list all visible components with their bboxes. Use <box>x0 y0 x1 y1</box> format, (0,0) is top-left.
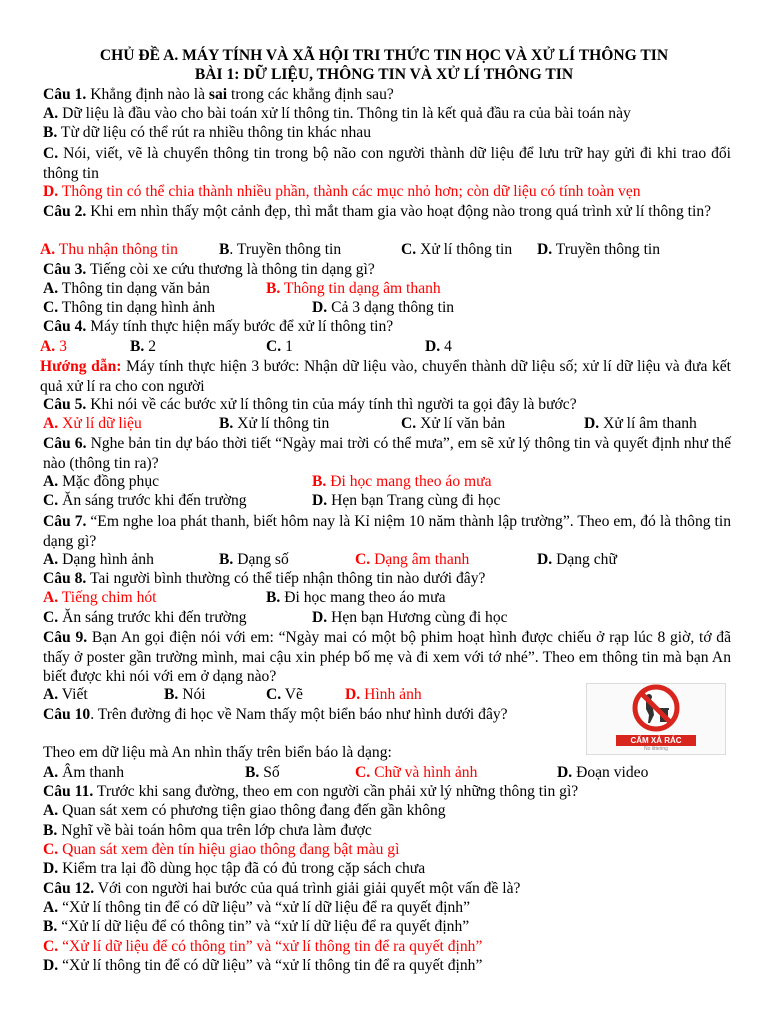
q1-option-d-answer: D. Thông tin có thể chia thành nhiều phần, thành các mục nhỏ hơn; còn dữ liệu có tính toàn vẹn <box>43 183 641 200</box>
q3-option-a: A. Thông tin dạng văn bản <box>43 280 210 297</box>
q7-option-c-answer: C. Dạng âm thanh <box>355 551 470 568</box>
no-littering-sign <box>586 683 726 755</box>
q12-option-a: A. “Xử lí thông tin để có dữ liệu” và “xử lí dữ liệu để ra quyết định” <box>43 899 471 916</box>
q6-option-d: D. Hẹn bạn Trang cùng đi học <box>312 492 501 509</box>
question-11: Câu 11. Trước khi sang đường, theo em con người cần phải xử lý những thông tin gì? <box>43 783 579 800</box>
question-7: Câu 7. “Em nghe loa phát thanh, biết hôm nay là Kỉ niệm 10 năm thành lập trường”. Theo em, đó là thông tin dạng gì? <box>43 513 731 550</box>
q4-option-a-answer: A. 3 <box>40 338 67 355</box>
chapter-title: CHỦ ĐỀ A. MÁY TÍNH VÀ XÃ HỘI TRI THỨC TIN HỌC VÀ XỬ LÍ THÔNG TIN <box>99 47 669 64</box>
question-6: Câu 6. Nghe bản tin dự báo thời tiết “Ngày mai trời có thể mưa”, em sẽ xử lý thông tin và quyết định như thế nào (thông tin ra)? <box>43 435 732 472</box>
question-10: Câu 10. Trên đường đi học về Nam thấy một biển báo như hình dưới đây? <box>43 706 508 723</box>
sign-text: CẤM XẢ RÁC <box>630 736 682 745</box>
q8-option-a-answer: A. Tiếng chim hót <box>43 589 157 606</box>
question-4: Câu 4. Máy tính thực hiện mấy bước để xử lí thông tin? <box>43 318 394 335</box>
q2-option-a-answer: A. Thu nhận thông tin <box>40 241 178 258</box>
q10-option-b: B. Số <box>245 764 280 781</box>
q10-option-a: A. Âm thanh <box>43 764 125 781</box>
q12-option-c-answer: C. “Xử lí dữ liệu để có thông tin” và “xử lí thông tin để ra quyết định” <box>43 938 483 955</box>
question-5: Câu 5. Khi nói về các bước xử lí thông tin của máy tính thì người ta gọi đây là bước? <box>43 396 577 413</box>
q9-option-b: B. Nói <box>164 686 206 703</box>
q5-option-d: D. Xử lí âm thanh <box>584 415 697 432</box>
q4-option-b: B. 2 <box>130 338 157 355</box>
question-12: Câu 12. Với con người hai bước của quá trình giải giải quyết một vấn đề là? <box>43 880 521 897</box>
q5-option-b: B. Xử lí thông tin <box>219 415 330 432</box>
q6-option-c: C. Ăn sáng trước khi đến trường <box>43 492 247 509</box>
q5-option-a-answer: A. Xử lí dữ liệu <box>43 415 142 432</box>
question-9: Câu 9. Bạn An gọi điện nói với em: “Ngày mai có một bộ phim hoạt hình được chiếu ở rạp lúc 8 giờ, tớ đã thấy ở poster gần trường mình, mai cậu xin phép bố mẹ và đi xem với tớ nhé”. Theo em thông tin mà bạn An biết được khi nói với em ở dạng nào? <box>43 629 731 685</box>
question-8: Câu 8. Tai người bình thường có thể tiếp nhận thông tin nào dưới đây? <box>43 570 486 587</box>
q9-option-c: C. Vẽ <box>266 686 303 703</box>
q7-option-a: A. Dạng hình ảnh <box>43 551 154 568</box>
q10-option-d: D. Đoạn video <box>557 764 649 781</box>
q7-option-b: B. Dạng số <box>219 551 289 568</box>
q3-option-c: C. Thông tin dạng hình ảnh <box>43 299 216 316</box>
q3-option-d: D. Cả 3 dạng thông tin <box>312 299 455 316</box>
question-1: Câu 1. Khẳng định nào là sai trong các khẳng định sau? <box>43 86 394 103</box>
q2-option-b: B. Truyền thông tin <box>219 241 342 258</box>
q8-option-d: D. Hẹn bạn Hương cùng đi học <box>312 609 508 626</box>
q6-option-a: A. Mặc đồng phục <box>43 473 160 490</box>
q2-option-d: D. Truyền thông tin <box>537 241 661 258</box>
q9-option-a: A. Viết <box>43 686 88 703</box>
q8-option-c: C. Ăn sáng trước khi đến trường <box>43 609 247 626</box>
q1-option-c: C. Nói, viết, vẽ là chuyển thông tin trong bộ não con người thành dữ liệu để lưu trữ hay gửi đi khi trao đổi thông tin <box>43 145 731 182</box>
q10-prompt: Theo em dữ liệu mà An nhìn thấy trên biển báo là dạng: <box>43 744 392 761</box>
question-3: Câu 3. Tiếng còi xe cứu thương là thông tin dạng gì? <box>43 261 375 278</box>
q9-option-d-answer: D. Hình ảnh <box>345 686 422 703</box>
q10-option-c-answer: C. Chữ và hình ảnh <box>355 764 478 781</box>
sign-subtext: No littering <box>644 746 668 752</box>
question-2: Câu 2. Khi em nhìn thấy một cảnh đẹp, thì mắt tham gia vào hoạt động nào trong quá trình xử lí thông tin? <box>43 203 712 220</box>
q4-option-c: C. 1 <box>266 338 293 355</box>
q4-guide: Hướng dẫn: Máy tính thực hiện 3 bước: Nhận dữ liệu vào, chuyển thành dữ liệu số; xử lí dữ liệu và đưa kết quả xử lí ra cho con người <box>40 358 732 395</box>
q12-option-d: D. “Xử lí thông tin để có dữ liệu” và “xử lí thông tin để ra quyết định” <box>43 957 483 974</box>
q1-option-b: B. Từ dữ liệu có thể rút ra nhiều thông tin khác nhau <box>43 124 371 141</box>
lesson-title: BÀI 1: DỮ LIỆU, THÔNG TIN VÀ XỬ LÍ THÔNG TIN <box>194 66 574 83</box>
q11-option-d: D. Kiểm tra lại đồ dùng học tập đã có đủ trong cặp sách chưa <box>43 860 426 877</box>
q4-option-d: D. 4 <box>425 338 452 355</box>
q1-option-a: A. Dữ liệu là đầu vào cho bài toán xử lí thông tin. Thông tin là kết quả đầu ra của bài toán này <box>43 105 631 122</box>
q8-option-b: B. Đi học mang theo áo mưa <box>266 589 446 606</box>
q5-option-c: C. Xử lí văn bản <box>401 415 506 432</box>
q3-option-b-answer: B. Thông tin dạng âm thanh <box>266 280 441 297</box>
q2-option-c: C. Xử lí thông tin <box>401 241 513 258</box>
q6-option-b-answer: B. Đi học mang theo áo mưa <box>312 473 492 490</box>
q11-option-b: B. Nghĩ về bài toán hôm qua trên lớp chưa làm được <box>43 822 372 839</box>
q11-option-c-answer: C. Quan sát xem đèn tín hiệu giao thông đang bật màu gì <box>43 841 400 858</box>
q7-option-d: D. Dạng chữ <box>537 551 617 568</box>
q11-option-a: A. Quan sát xem có phương tiện giao thông đang đến gần không <box>43 802 446 819</box>
q12-option-b: B. “Xử lí dữ liệu để có thông tin” và “xử lí dữ liệu để ra quyết định” <box>43 918 470 935</box>
